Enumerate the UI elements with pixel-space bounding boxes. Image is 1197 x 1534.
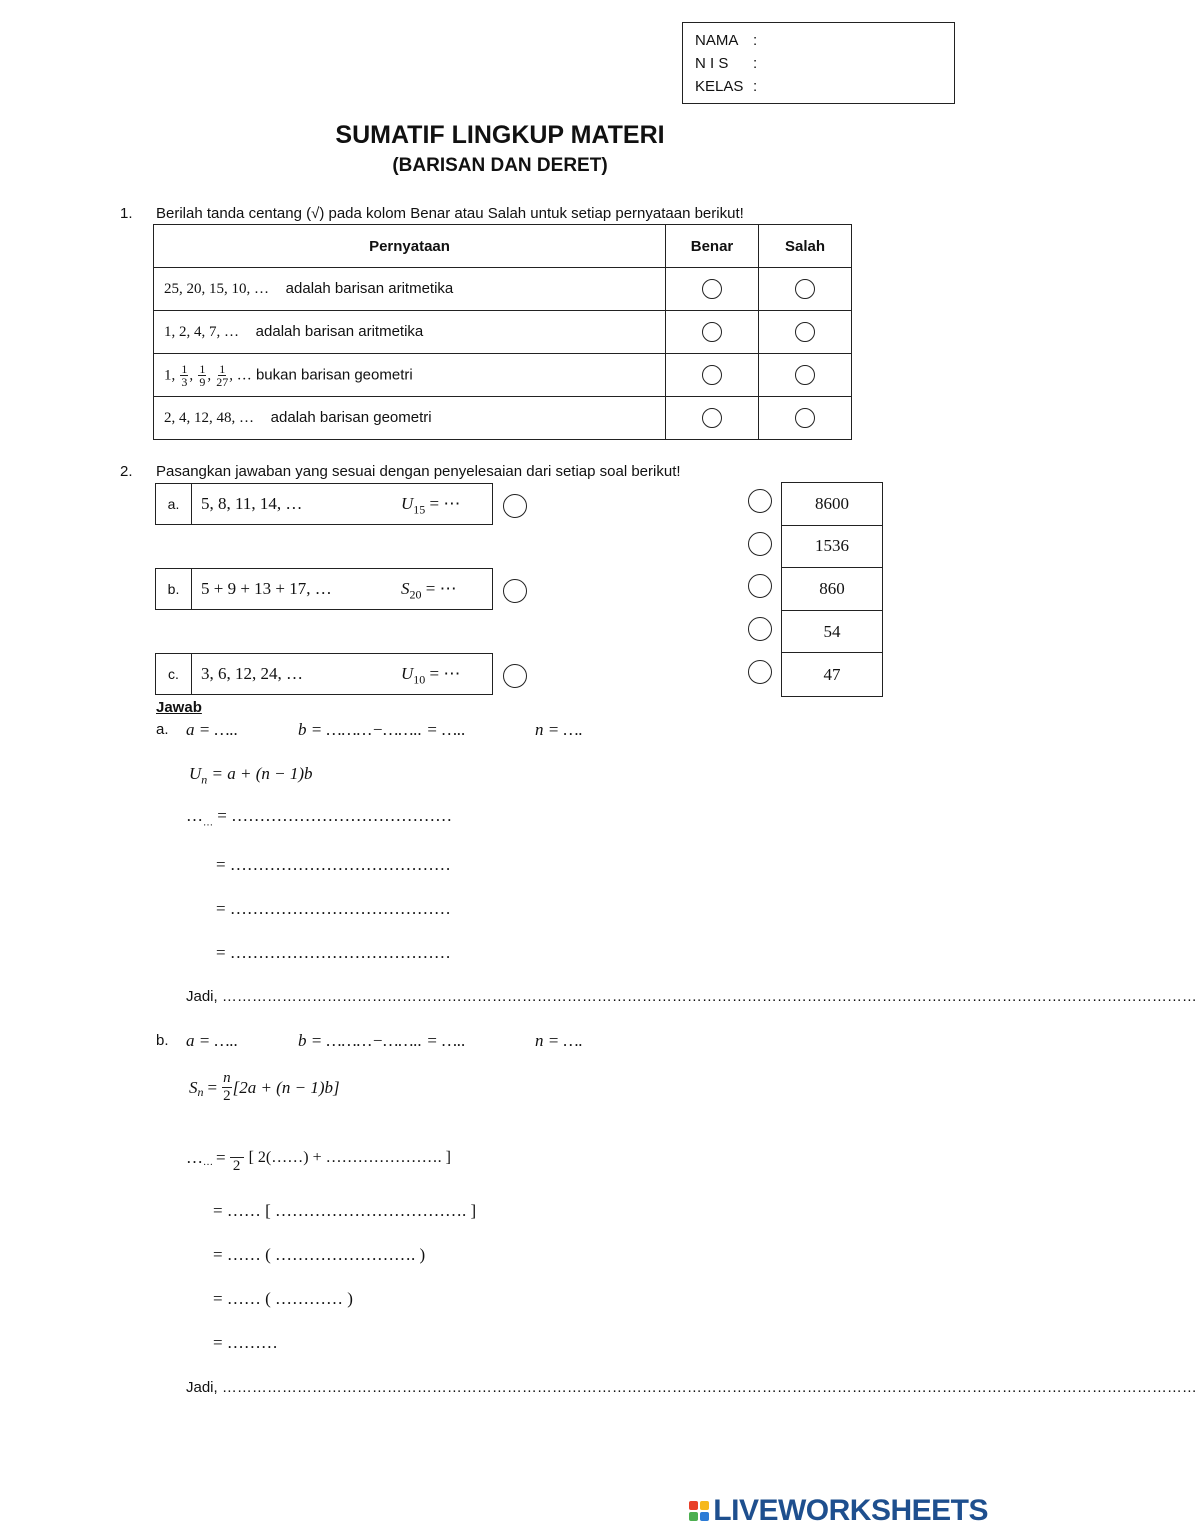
question-target: [401, 579, 457, 602]
true-radio[interactable]: [702, 322, 722, 342]
statement-cell: 1, $\frac{1}{3}$ , $\frac{1}{9}$ , $\frac{1}{27}$ , … bukan barisan geometri: [154, 354, 666, 397]
table-header-row: [154, 225, 852, 268]
answer-option: 54: [782, 611, 882, 654]
false-radio[interactable]: [795, 279, 815, 299]
part-a-step-0[interactable]: [186, 806, 452, 828]
statement-table: [153, 224, 852, 440]
true-cell: [666, 397, 759, 440]
answer-match-point[interactable]: [748, 660, 772, 684]
match-point-c[interactable]: [503, 664, 527, 688]
part-b-step-3[interactable]: = …… ( ………… ): [213, 1289, 353, 1308]
header-statement: Pernyataan: [154, 225, 666, 268]
match-point-a[interactable]: [503, 494, 527, 518]
target-sub: 10: [413, 672, 426, 687]
part-b-step-0[interactable]: … $_\dots$ = 2 [ 2(……) + …………………. ]: [186, 1140, 451, 1175]
target-tail: = ⋯: [425, 494, 461, 513]
answer-option: 47: [823, 664, 841, 684]
true-cell: [666, 268, 759, 311]
fraction-num: n: [223, 1070, 231, 1086]
step-lhs: …: [186, 1147, 203, 1167]
id-sep: :: [753, 32, 758, 49]
false-cell: [759, 268, 852, 311]
header-false: Salah: [759, 225, 852, 268]
logo-icon: [689, 1501, 709, 1521]
question-label: a.: [156, 484, 192, 524]
statement-expr-tail: , …: [229, 366, 252, 383]
formula-lhs: U: [189, 764, 202, 783]
id-label: NAMA: [695, 32, 739, 49]
table-row: [154, 397, 852, 440]
question-box-c: [155, 653, 493, 695]
false-radio[interactable]: [795, 365, 815, 385]
part-b-conclusion[interactable]: Jadi, ……………………………………………………………………………………………………………………………………………………………………………: [186, 1379, 1197, 1396]
id-row-nis: [695, 55, 757, 72]
part-a-step-2[interactable]: = …………………………………: [216, 899, 451, 918]
fraction-den: 3: [181, 374, 188, 389]
part-b-label: b.: [156, 1032, 169, 1049]
answer-match-point[interactable]: [748, 532, 772, 556]
false-cell: [759, 311, 852, 354]
true-cell: [666, 311, 759, 354]
target-sub: 20: [409, 587, 422, 602]
formula-rhs: = a + (n − 1)b: [207, 764, 313, 783]
statement-text: adalah barisan aritmetika: [285, 280, 454, 297]
header-true: Benar: [666, 225, 759, 268]
false-cell: [759, 354, 852, 397]
question-box-b: [155, 568, 493, 610]
formula-fraction: [222, 1070, 232, 1105]
formula-rhs: [2a + (n − 1)b]: [232, 1077, 340, 1097]
question-target: [401, 494, 460, 517]
statement-cell: [154, 268, 666, 311]
part-b-step-2[interactable]: = …… ( ……………………. ): [213, 1245, 426, 1264]
statement-expr: 1, 2, 4, 7, …: [164, 324, 239, 340]
question-sequence: 5, 8, 11, 14, …: [201, 494, 303, 513]
false-radio[interactable]: [795, 322, 815, 342]
part-b-step-4[interactable]: = ………: [213, 1333, 278, 1352]
answer-match-point[interactable]: [748, 574, 772, 598]
fraction: [216, 363, 228, 388]
answer-option: 1536: [782, 526, 882, 569]
step-lhs: …: [186, 806, 203, 825]
answer-box: [781, 482, 883, 697]
answer-heading: Jawab: [156, 699, 202, 716]
question-box-a: [155, 483, 493, 525]
logo-text: LIVEWORKSHEETS: [713, 1494, 988, 1527]
part-a-n-value[interactable]: n = ….: [535, 720, 583, 739]
statement-cell: [154, 397, 666, 440]
fraction: [198, 363, 206, 388]
step-fill: [ 2(……) + …………………. ]: [248, 1148, 451, 1166]
statement-cell: [154, 311, 666, 354]
true-radio[interactable]: [702, 279, 722, 299]
answer-option: 860: [782, 568, 882, 611]
question-target: [401, 664, 460, 687]
false-radio[interactable]: [795, 408, 815, 428]
part-a-label: a.: [156, 721, 169, 738]
id-label: N I S: [695, 55, 729, 72]
formula-sub: n: [197, 1085, 204, 1099]
fraction-num: 1: [219, 361, 226, 376]
part-a-conclusion[interactable]: Jadi, ……………………………………………………………………………………………………………………………………………………………………………: [186, 988, 1197, 1005]
fraction: [180, 363, 188, 388]
statement-expr-lead: 1,: [164, 366, 176, 383]
target-symbol: S: [401, 579, 410, 598]
answer-match-point[interactable]: [748, 617, 772, 641]
step-fill: = …………………………………: [217, 806, 453, 825]
target-tail: = ⋯: [425, 664, 461, 683]
part-a-formula: [189, 764, 313, 787]
part-b-step-1[interactable]: = …… [ ……………………………. ]: [213, 1201, 477, 1220]
liveworksheets-logo: [689, 1494, 988, 1528]
target-tail: = ⋯: [421, 579, 457, 598]
part-b-b-value[interactable]: b = ………−…….. = …..: [298, 1031, 466, 1050]
target-symbol: U: [401, 494, 414, 513]
answer-match-point[interactable]: [748, 489, 772, 513]
question-label: c.: [156, 654, 192, 694]
statement-text: bukan barisan geometri: [255, 365, 413, 383]
formula-lhs: S: [189, 1077, 198, 1097]
id-sep: :: [753, 55, 758, 72]
q2-text: Pasangkan jawaban yang sesuai dengan penyelesaian dari setiap soal berikut!: [156, 463, 681, 480]
part-a-b-value[interactable]: b = ………−…….. = …..: [298, 720, 466, 739]
page-title: SUMATIF LINGKUP MATERI: [335, 121, 665, 149]
fraction-num: 1: [199, 361, 206, 376]
statement-text: adalah barisan aritmetika: [255, 323, 424, 340]
true-radio[interactable]: [702, 408, 722, 428]
target-sub: 15: [413, 502, 426, 517]
student-id-box: [682, 22, 955, 104]
question-label: b.: [156, 569, 192, 609]
q2-number: 2.: [120, 463, 133, 480]
true-radio[interactable]: [702, 365, 722, 385]
question-sequence: 5 + 9 + 13 + 17, …: [201, 579, 332, 598]
fraction-den: 27: [216, 374, 229, 389]
part-b-formula: S $_n$ = $\frac{n}{2}$ [2a + (n − 1)b]: [189, 1070, 340, 1104]
true-cell: [666, 354, 759, 397]
formula-sub: n: [201, 772, 208, 787]
table-row: [154, 354, 852, 397]
match-point-b[interactable]: [503, 579, 527, 603]
q1-number: 1.: [120, 205, 133, 222]
id-row-nama: [695, 32, 757, 49]
step-sub: …: [203, 817, 213, 829]
part-a-a-value[interactable]: a = …..: [186, 720, 239, 739]
fraction-num: 1: [181, 361, 188, 376]
part-a-step-1[interactable]: = …………………………………: [216, 855, 451, 874]
table-row: [154, 268, 852, 311]
fraction-den: 2: [223, 1088, 231, 1104]
fraction-den: 9: [199, 374, 206, 389]
id-row-kelas: [695, 78, 757, 95]
step-sub: …: [203, 1157, 213, 1168]
q1-text: Berilah tanda centang (√) pada kolom Benar atau Salah untuk setiap pernyataan berikut!: [156, 205, 744, 222]
statement-expr: 25, 20, 15, 10, …: [164, 281, 269, 297]
statement-expr: 2, 4, 12, 48, …: [164, 410, 254, 426]
question-sequence: 3, 6, 12, 24, …: [201, 664, 303, 683]
false-cell: [759, 397, 852, 440]
part-b-a-value[interactable]: a = …..: [186, 1031, 239, 1050]
fraction-den: 2: [232, 1158, 241, 1174]
step-fraction: [230, 1140, 244, 1175]
id-sep: :: [753, 78, 758, 95]
statement-text: adalah barisan geometri: [270, 409, 432, 426]
page-subtitle: (BARISAN DAN DERET): [392, 155, 608, 176]
target-symbol: U: [401, 664, 414, 683]
answer-option: 8600: [782, 483, 882, 526]
part-a-step-3[interactable]: = …………………………………: [216, 943, 451, 962]
part-b-n-value[interactable]: n = ….: [535, 1031, 583, 1050]
id-label: KELAS: [695, 78, 744, 95]
table-row: [154, 311, 852, 354]
